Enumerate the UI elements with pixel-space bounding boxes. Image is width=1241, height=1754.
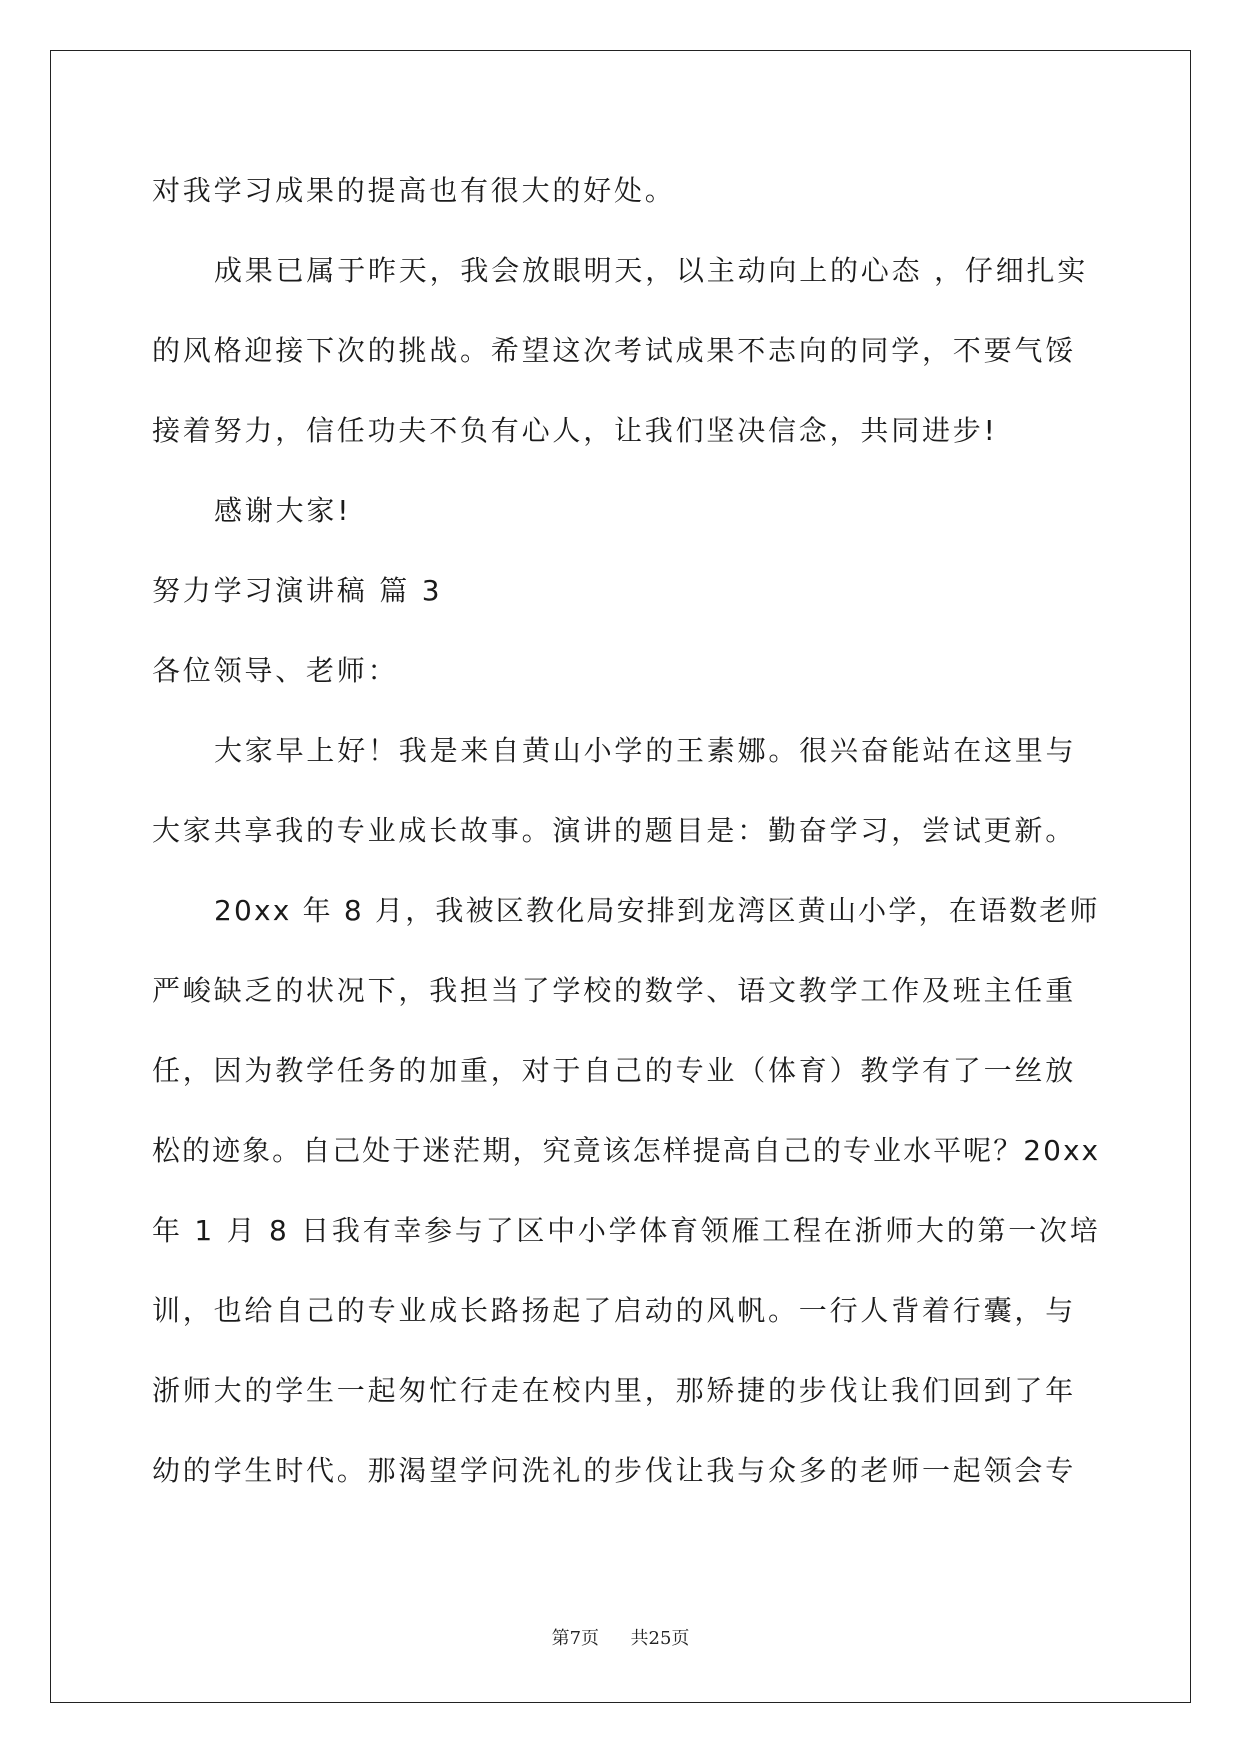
page-number: 第7页 — [551, 1628, 600, 1649]
text-line: 大家早上好！我是来自黄山小学的王素娜。很兴奋能站在这里与 — [214, 734, 1077, 767]
text-line: 对我学习成果的提高也有很大的好处。 — [152, 174, 676, 207]
text-line: 幼的学生时代。那渴望学问洗礼的步伐让我与众多的老师一起领会专 — [152, 1454, 1077, 1487]
text-line: 任，因为教学任务的加重，对于自己的专业（体育）教学有了一丝放 — [152, 1054, 1077, 1087]
text-line: 成果已属于昨天，我会放眼明天，以主动向上的心态 ，仔细扎实 — [214, 254, 1089, 287]
text-line: 严峻缺乏的状况下，我担当了学校的数学、语文教学工作及班主任重 — [152, 974, 1077, 1007]
text-line: 年 1 月 8 日我有幸参与了区中小学体育领雁工程在浙师大的第一次培 — [152, 1214, 1101, 1247]
text-line: 大家共享我的专业成长故事。演讲的题目是：勤奋学习，尝试更新。 — [152, 814, 1077, 847]
text-line: 的风格迎接下次的挑战。希望这次考试成果不志向的同学，不要气馁 — [152, 334, 1077, 367]
page-footer — [0, 1624, 1241, 1650]
text-line: 浙师大的学生一起匆忙行走在校内里，那矫捷的步伐让我们回到了年 — [152, 1374, 1077, 1407]
section-heading: 努力学习演讲稿 篇 3 — [152, 574, 443, 607]
text-line: 松的迹象。自己处于迷茫期，究竟该怎样提高自己的专业水平呢？20xx — [152, 1134, 1101, 1167]
page-total: 共25页 — [630, 1628, 690, 1649]
text-line: 接着努力，信任功夫不负有心人，让我们坚决信念，共同进步! — [152, 414, 998, 447]
salutation: 各位领导、老师： — [152, 654, 399, 687]
text-line: 20xx 年 8 月，我被区教化局安排到龙湾区黄山小学，在语数老师 — [214, 894, 1100, 927]
text-line: 感谢大家! — [214, 494, 352, 527]
text-line: 训，也给自己的专业成长路扬起了启动的风帆。一行人背着行囊，与 — [152, 1294, 1077, 1327]
